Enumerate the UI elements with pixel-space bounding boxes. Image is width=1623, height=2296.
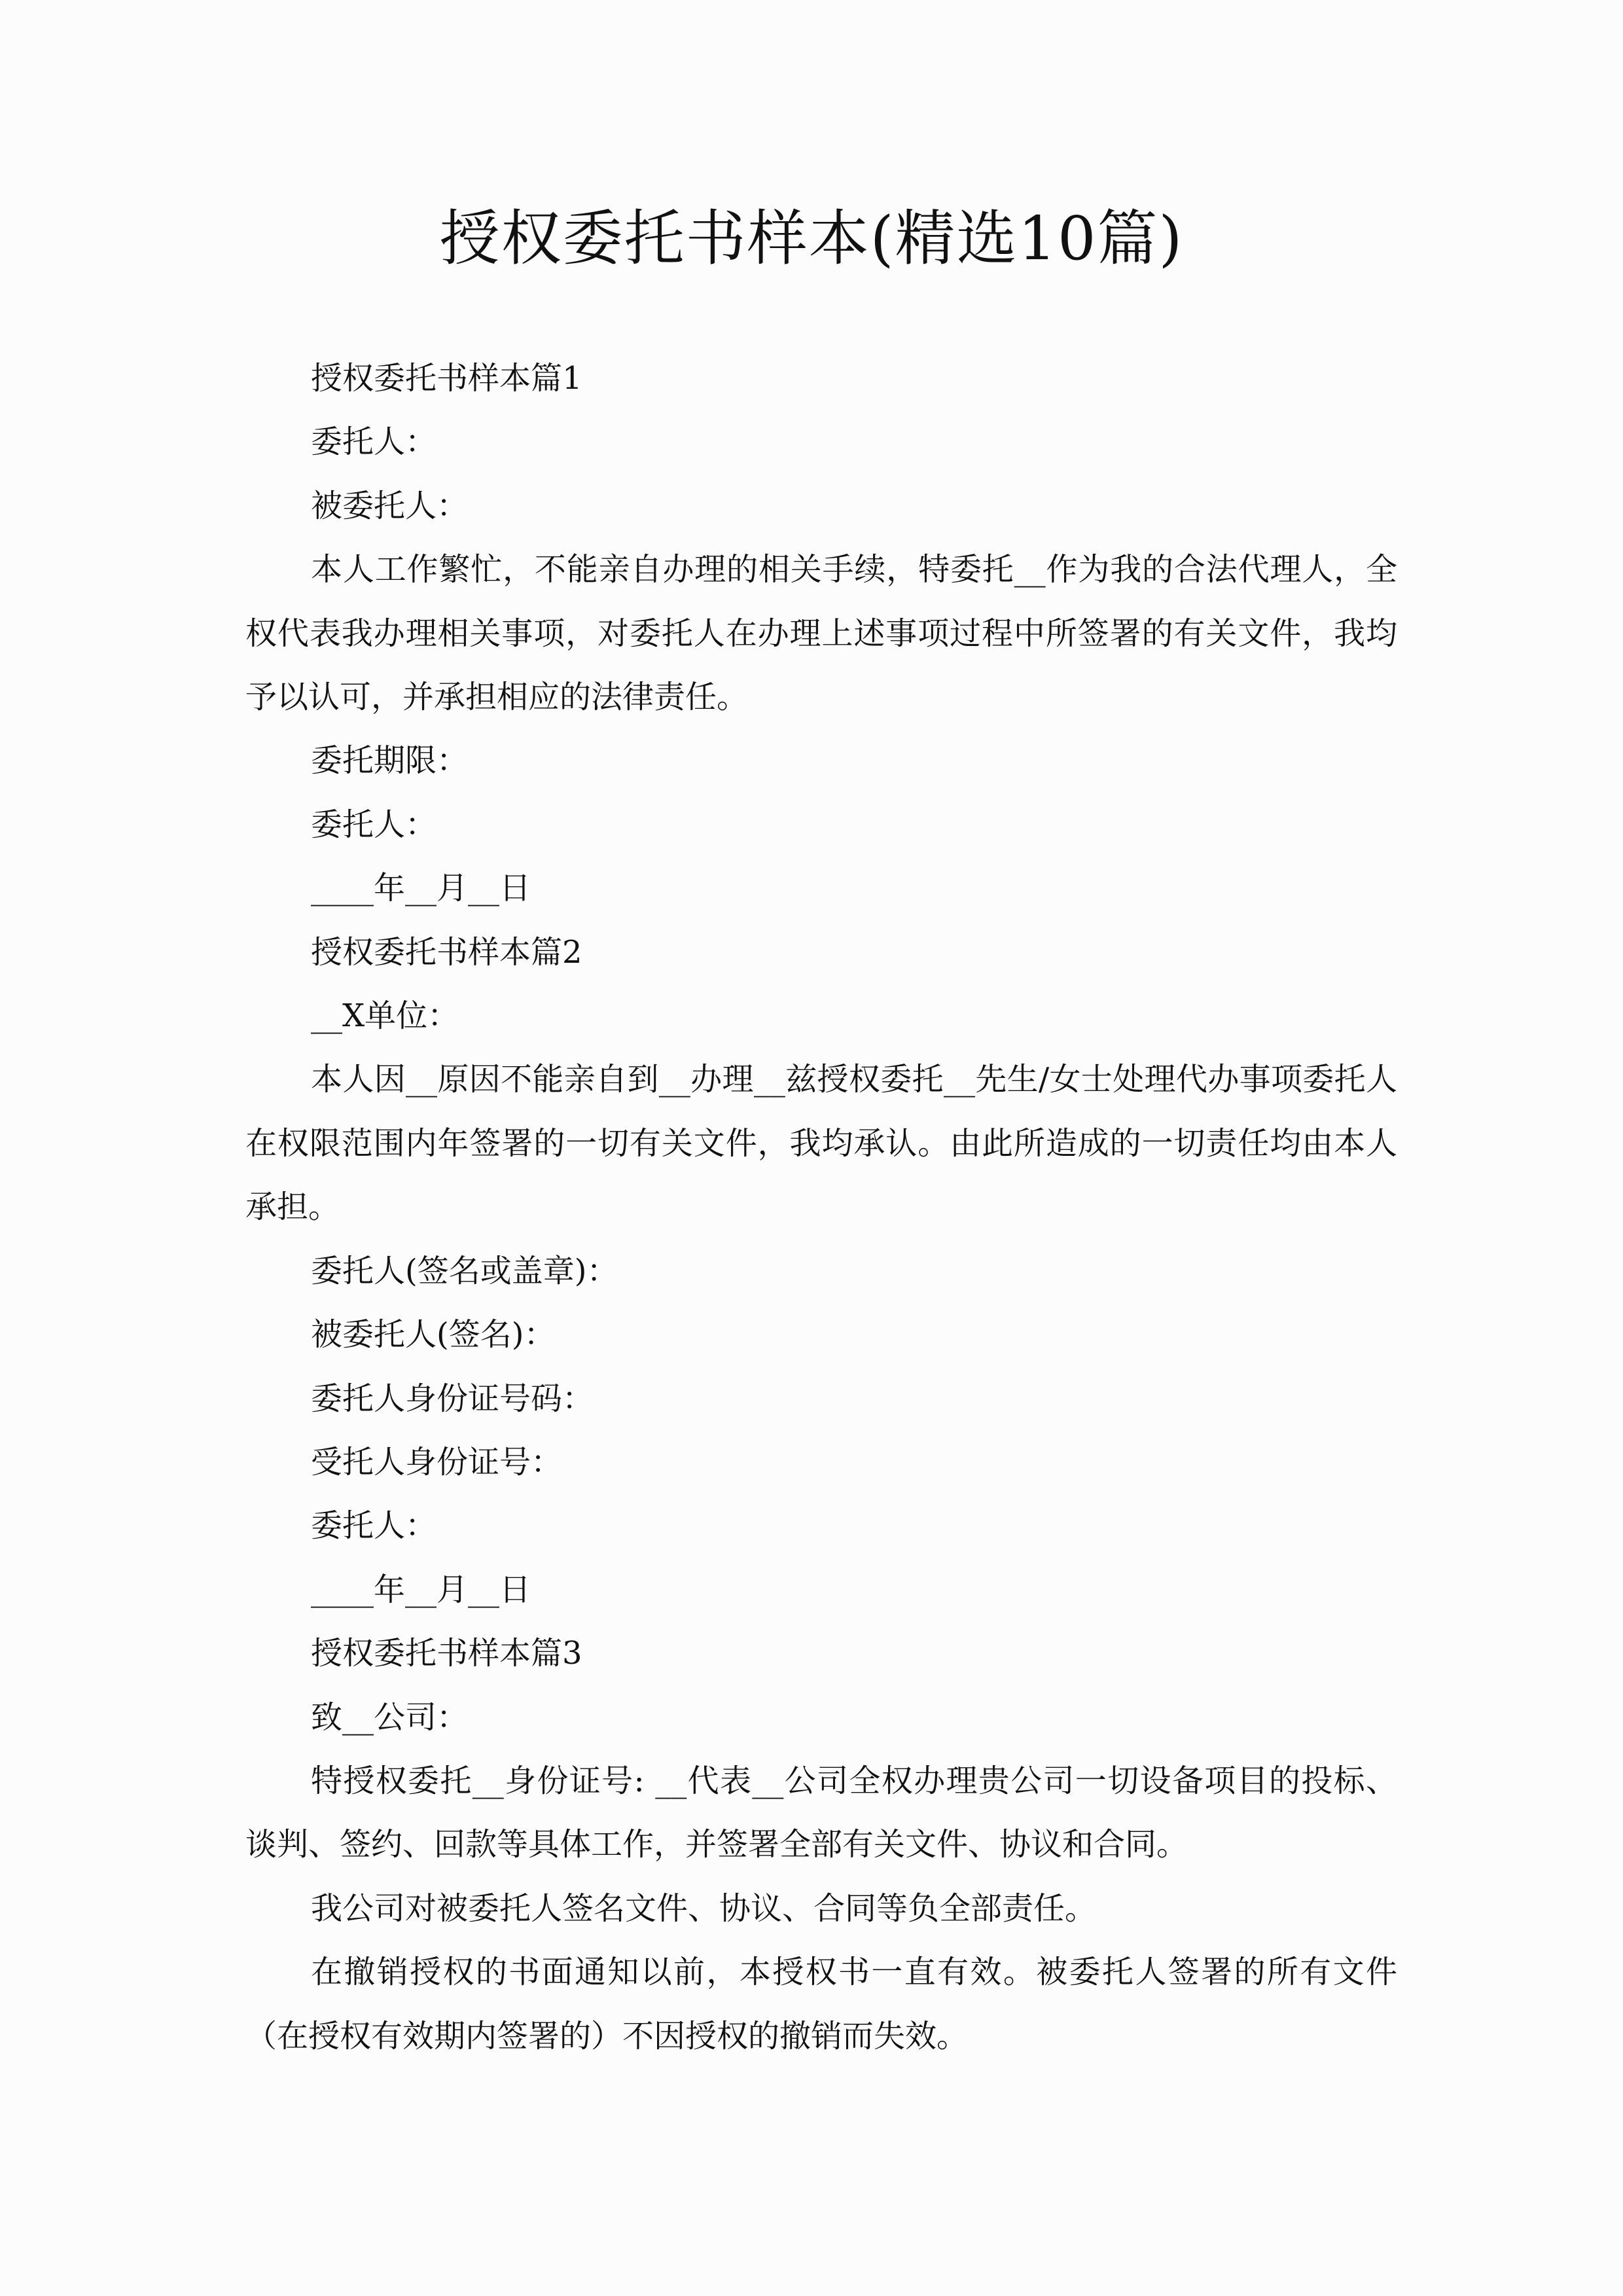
field-term: 委托期限： — [311, 742, 469, 780]
section-heading-1: 授权委托书样本篇1 — [311, 360, 582, 397]
field-agent-id: 受托人身份证号： — [311, 1443, 563, 1480]
field-agent: 被委托人： — [311, 487, 469, 524]
field-principal: 委托人： — [311, 423, 437, 461]
document-title: 授权委托书样本(精选10篇) — [439, 204, 1184, 274]
field-principal-id: 委托人身份证号码： — [311, 1380, 594, 1417]
document-body — [245, 347, 1397, 2068]
body-paragraph: 我公司对被委托人签名文件、协议、合同等负全部责任。 — [311, 1890, 1097, 1927]
field-addressee-company: 致__公司： — [311, 1698, 469, 1736]
date-line: ____年__月__日 — [311, 870, 531, 907]
field-principal-signature: 委托人： — [311, 806, 437, 843]
field-agent-sign: 被委托人(签名)： — [311, 1316, 556, 1354]
field-principal-sign-seal: 委托人(签名或盖章)： — [311, 1252, 618, 1289]
field-principal-signature: 委托人： — [311, 1507, 437, 1545]
body-paragraph: 特授权委托__身份证号: __代表__公司全权办理贵公司一切设备项目的投标、谈判、签约、回款等具体工作，并签署全部有关文件、协议和合同。 — [245, 1762, 1397, 1863]
body-paragraph: 在撤销授权的书面通知以前，本授权书一直有效。被委托人签署的所有文件（在授权有效期内签署的）不因授权的撤销而失效。 — [245, 1954, 1397, 2054]
section-heading-2: 授权委托书样本篇2 — [311, 933, 582, 971]
date-line: ____年__月__日 — [311, 1571, 531, 1608]
body-paragraph: 本人因__原因不能亲自到__办理__兹授权委托__先生/女士处理代办事项委托人在权限范围内年签署的一切有关文件，我均承认。由此所造成的一切责任均由本人承担。 — [245, 1061, 1397, 1226]
section-heading-3: 授权委托书样本篇3 — [311, 1635, 582, 1672]
body-paragraph: 本人工作繁忙，不能亲自办理的相关手续，特委托__作为我的合法代理人，全权代表我办理相关事项，对委托人在办理上述事项过程中所签署的有关文件，我均予以认可，并承担相应的法律责任。 — [245, 551, 1397, 716]
field-addressee-unit: __X单位： — [311, 997, 459, 1035]
